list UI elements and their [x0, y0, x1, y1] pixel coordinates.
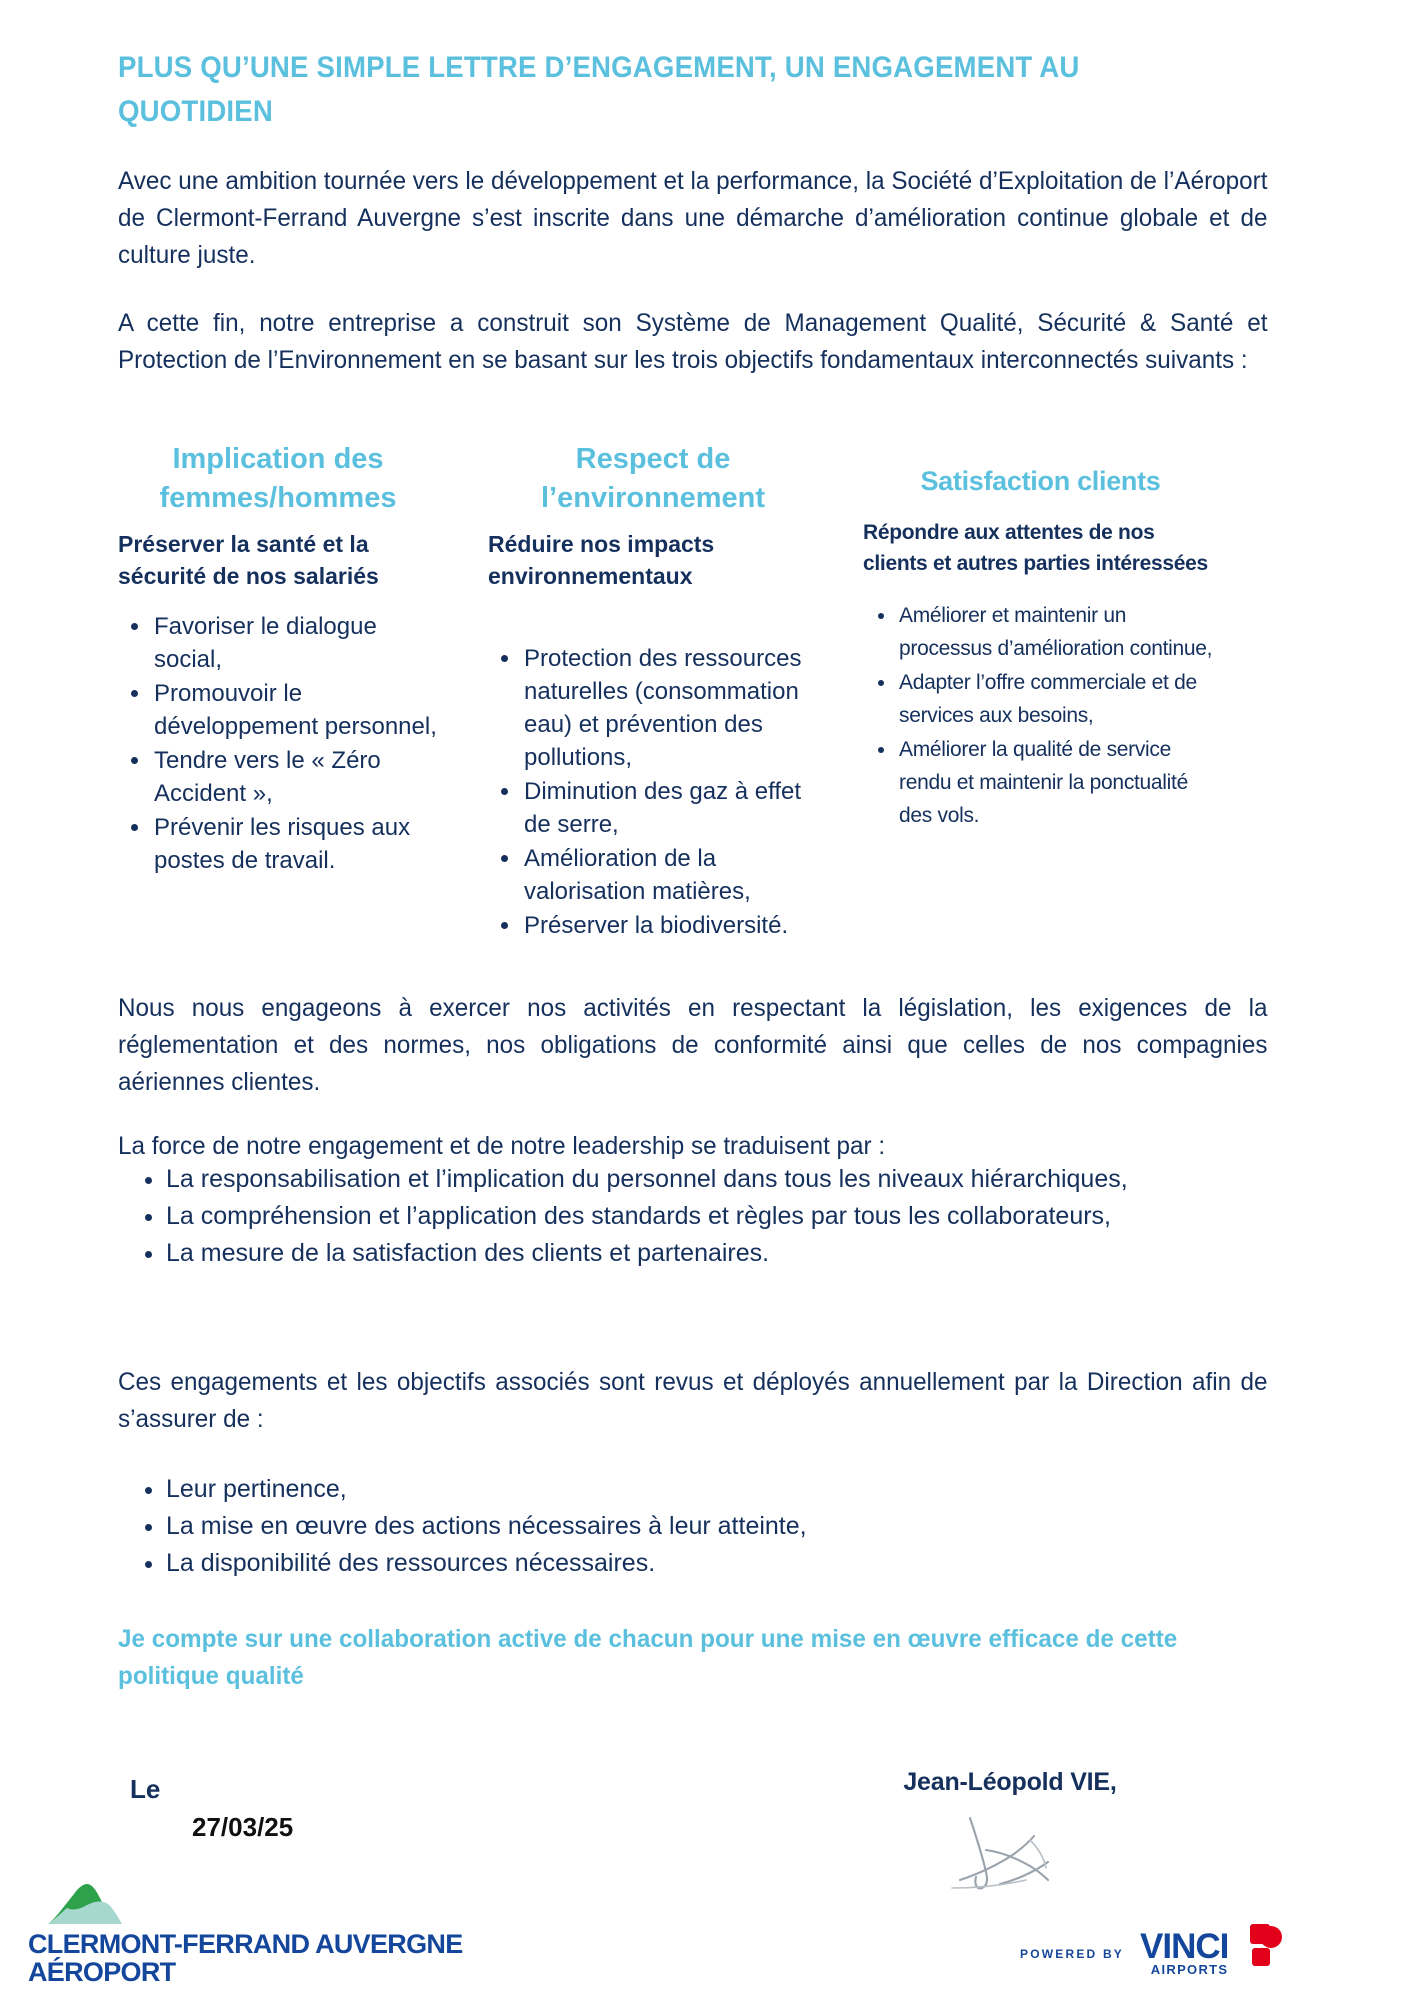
- vinci-red-mark-icon: [1230, 1924, 1282, 1977]
- column-subheading: Réduire nos impacts environnementaux: [488, 531, 715, 589]
- objective-column-environnement: [488, 440, 818, 943]
- intro-paragraph-2: A cette fin, notre entreprise a construit son Système de Management Qualité, Sécurité & Santé et Protection de l’Environnement en se basant sur les trois objectifs fondamentaux interconnectés suivants :: [118, 309, 1268, 374]
- objective-column-implication: [118, 440, 438, 878]
- powered-by-label: POWERED BY: [1020, 1946, 1125, 1961]
- vinci-wordmark: VINCI: [1140, 1927, 1229, 1966]
- list-item: • Améliorer la qualité de service rendu et maintenir la ponctualité des vols.: [897, 733, 1218, 832]
- column-item-list: [863, 599, 1218, 832]
- column-heading: Implication des femmes/hommes: [159, 443, 397, 514]
- list-item: • Protection des ressources naturelles (consommation eau) et prévention des pollutions,: [522, 642, 818, 774]
- list-item: • Leur pertinence,: [166, 1471, 1351, 1508]
- body-paragraph-engagements: Nous nous engageons à exercer nos activités en respectant la législation, les exigences de la réglementation et des normes, nos obligations de conformité ainsi que celles de nos compagnies aériennes clientes.: [118, 994, 1268, 1096]
- airport-logo-line-2: AÉROPORT: [28, 1957, 176, 1987]
- body-paragraph-leadership: La force de notre engagement et de notre leadership se traduisent par :: [118, 1132, 886, 1160]
- signer-name: Jean-Léopold VIE,: [903, 1768, 1117, 1796]
- closing-statement: Je compte sur une collaboration active de chacun pour une mise en œuvre efficace de cette politique qualité: [118, 1625, 1178, 1690]
- objective-column-satisfaction: [863, 462, 1218, 833]
- list-item: • Tendre vers le « Zéro Accident »,: [152, 744, 438, 810]
- list-item: • La compréhension et l’application des standards et règles par tous les collaborateurs,: [166, 1198, 1351, 1235]
- vinci-airports-label: AIRPORTS: [1150, 1962, 1229, 1977]
- list-item: • Adapter l’offre commerciale et de services aux besoins,: [897, 666, 1218, 732]
- column-heading: Respect de l’environnement: [541, 443, 765, 514]
- airport-logo-text: [28, 1930, 528, 1986]
- date-value: 27/03/25: [192, 1812, 294, 1842]
- list-item: • La disponibilité des ressources nécessaires.: [166, 1545, 1351, 1582]
- body-paragraph-review: Ces engagements et les objectifs associés sont revus et déployés annuellement par la Direction afin de s’assurer de :: [118, 1368, 1268, 1433]
- column-subheading: Préserver la santé et la sécurité de nos salariés: [118, 531, 379, 589]
- list-item: • Améliorer et maintenir un processus d’amélioration continue,: [897, 599, 1218, 665]
- volcano-mark-icon: [42, 1878, 130, 1926]
- list-item: • La responsabilisation et l’implication du personnel dans tous les niveaux hiérarchiques,: [166, 1161, 1351, 1198]
- airport-logo-line-1: CLERMONT-FERRAND AUVERGNE: [28, 1929, 463, 1959]
- list-item: • La mesure de la satisfaction des clients et partenaires.: [166, 1235, 1351, 1272]
- date-label: Le: [130, 1774, 161, 1804]
- page-title: PLUS QU’UNE SIMPLE LETTRE D’ENGAGEMENT, UN ENGAGEMENT AU QUOTIDIEN: [118, 51, 1080, 128]
- list-item: • Préserver la biodiversité.: [522, 909, 818, 942]
- airport-logo: [28, 1878, 528, 1986]
- column-subheading: Répondre aux attentes de nos clients et autres parties intéressées: [863, 521, 1208, 575]
- list-item: • Diminution des gaz à effet de serre,: [522, 775, 818, 841]
- column-heading: Satisfaction clients: [920, 466, 1161, 496]
- column-item-list: [488, 642, 818, 942]
- intro-paragraph-1: Avec une ambition tournée vers le développement et la performance, la Société d’Exploitation de l’Aéroport de Clermont-Ferrand Auvergne s’est inscrite dans une démarche d’amélioration continue globale et de culture juste.: [118, 167, 1268, 269]
- list-item: • Prévenir les risques aux postes de travail.: [152, 811, 438, 877]
- list-item: • Favoriser le dialogue social,: [152, 610, 438, 676]
- leadership-list: [118, 1161, 1351, 1272]
- review-list: [118, 1471, 1351, 1582]
- list-item: • Promouvoir le développement personnel,: [152, 677, 438, 743]
- list-item: • Amélioration de la valorisation matières,: [522, 842, 818, 908]
- list-item: • La mise en œuvre des actions nécessaires à leur atteinte,: [166, 1508, 1351, 1545]
- handwritten-signature-icon: [930, 1810, 1100, 1900]
- vinci-logo-block: [1140, 1927, 1229, 1977]
- column-item-list: [118, 610, 438, 877]
- vinci-airports-logo: [1020, 1927, 1229, 1977]
